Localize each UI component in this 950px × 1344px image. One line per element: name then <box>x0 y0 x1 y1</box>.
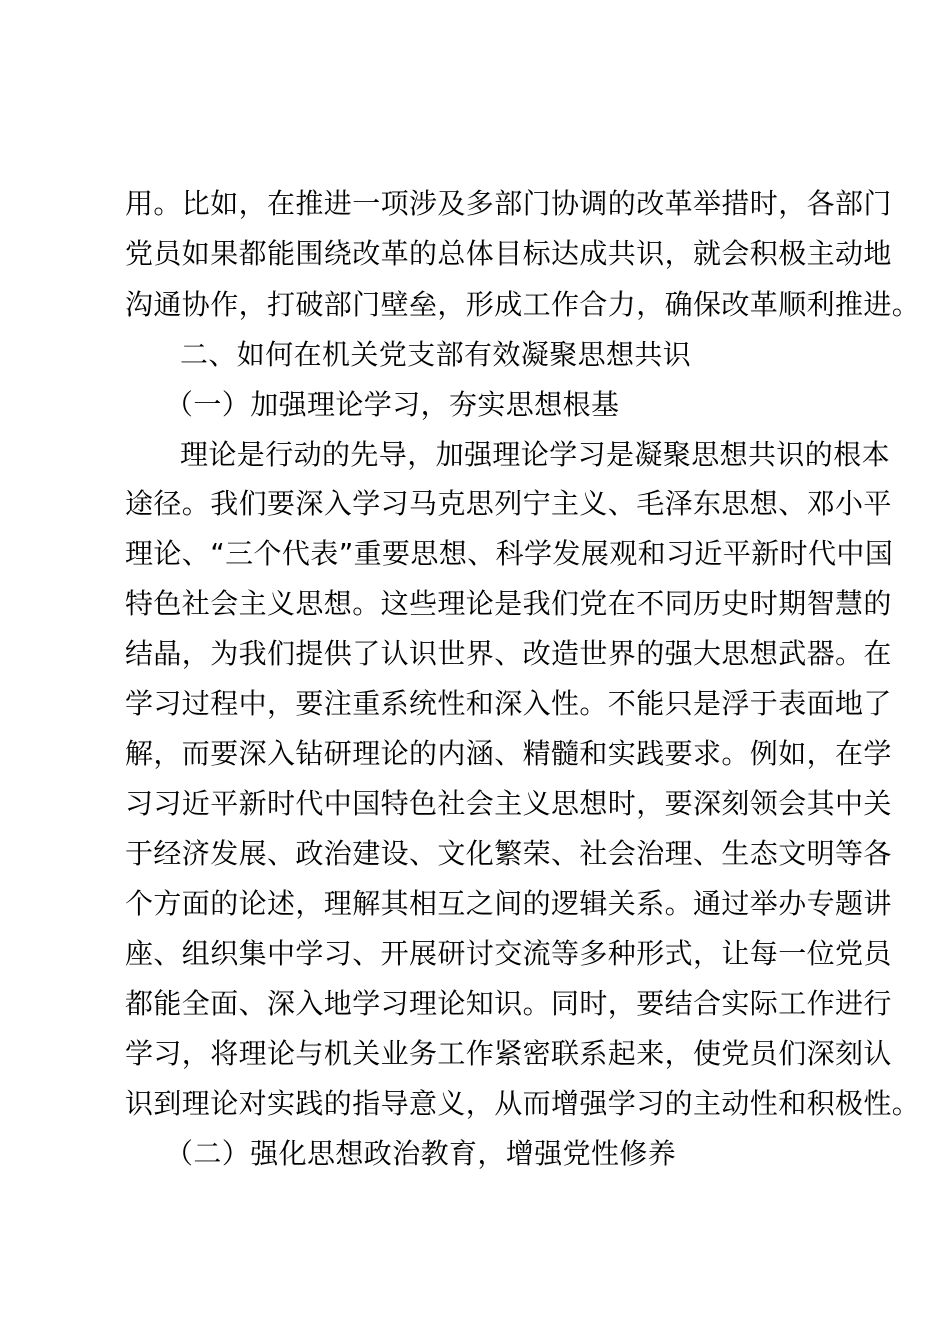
paragraph-line: 习习近平新时代中国特色社会主义思想时，要深刻领会其中关 <box>125 787 892 820</box>
paragraph-line: 学习，将理论与机关业务工作紧密联系起来，使党员们深刻认 <box>125 1037 892 1070</box>
paragraph-line: 党员如果都能围绕改革的总体目标达成共识，就会积极主动地 <box>125 237 892 270</box>
paragraph-line: 理论、“三个代表”重要思想、科学发展观和习近平新时代中国 <box>125 537 894 570</box>
paragraph-line: 用。比如，在推进一项涉及多部门协调的改革举措时，各部门 <box>125 187 892 220</box>
paragraph-line: 沟通协作，打破部门壁垒，形成工作合力，确保改革顺利推进。 <box>125 288 921 321</box>
paragraph-line: 都能全面、深入地学习理论知识。同时，要结合实际工作进行 <box>125 987 892 1020</box>
subsection-heading: （二）强化思想政治教育，增强党性修养 <box>165 1137 677 1170</box>
paragraph-line: 学习过程中，要注重系统性和深入性。不能只是浮于表面地了 <box>125 687 892 720</box>
section-heading: 二、如何在机关党支部有效凝聚思想共识 <box>180 338 692 371</box>
paragraph-line: 结晶，为我们提供了认识世界、改造世界的强大思想武器。在 <box>125 637 892 670</box>
paragraph-line: 特色社会主义思想。这些理论是我们党在不同历史时期智慧的 <box>125 587 892 620</box>
paragraph-line: 理论是行动的先导，加强理论学习是凝聚思想共识的根本 <box>180 438 891 471</box>
paragraph-line: 识到理论对实践的指导意义，从而增强学习的主动性和积极性。 <box>125 1087 921 1120</box>
paragraph-line: 途径。我们要深入学习马克思列宁主义、毛泽东思想、邓小平 <box>125 487 892 520</box>
paragraph-line: 座、组织集中学习、开展研讨交流等多种形式，让每一位党员 <box>125 937 892 970</box>
paragraph-line: 个方面的论述，理解其相互之间的逻辑关系。通过举办专题讲 <box>125 887 892 920</box>
subsection-heading: （一）加强理论学习，夯实思想根基 <box>165 388 620 421</box>
paragraph-line: 解，而要深入钻研理论的内涵、精髓和实践要求。例如，在学 <box>125 737 892 770</box>
paragraph-line: 于经济发展、政治建设、文化繁荣、社会治理、生态文明等各 <box>125 837 892 870</box>
